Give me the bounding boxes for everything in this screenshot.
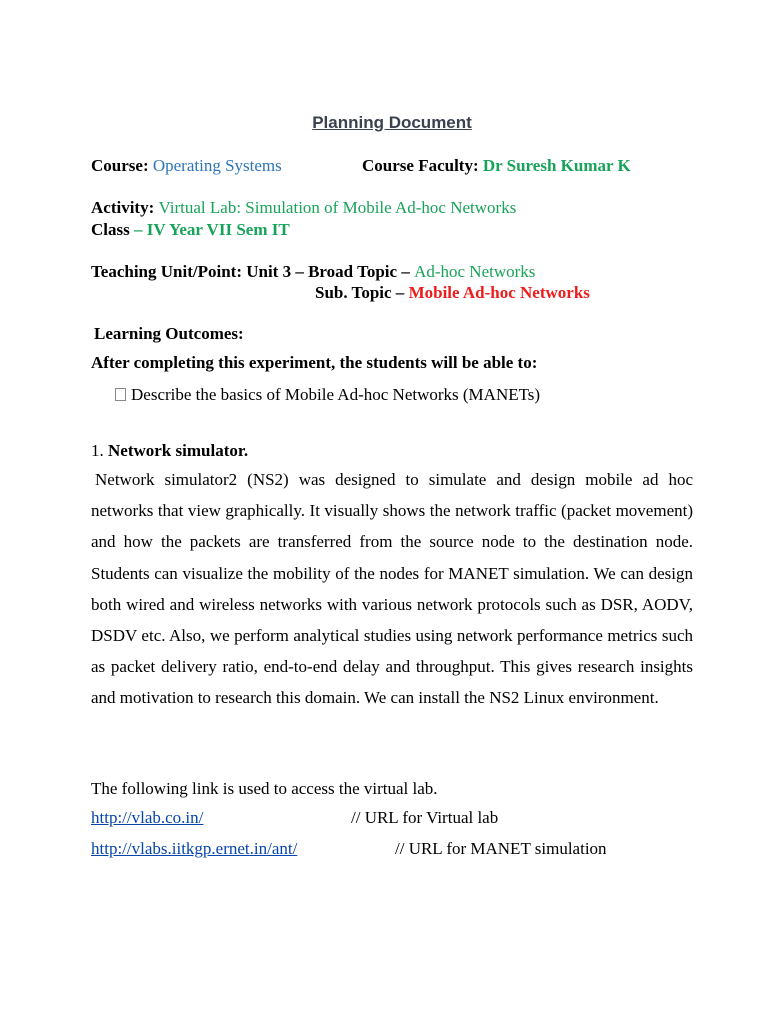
- course-value: Operating Systems: [152, 156, 282, 175]
- outcomes-heading: Learning Outcomes:: [94, 324, 244, 343]
- paragraph-text: Network simulator2 (NS2) was designed to simulate and design mobile ad hoc networks that view graphically. It visually shows the network traffic (packet movement) and how the packets are transferred from the source node to the destination node. Students can visualize the mobility of the nodes for MANET simulation. We can design both wired and wireless networks with various network protocols such as DSR, AODV, DSDV etc. Also, we perform analytical studies using network performance metrics such as packet delivery ratio, end-to-end delay and throughput. This gives research insights and motivation to research this domain. We can install the NS2 Linux environment.: [91, 470, 693, 708]
- faculty-line: [362, 156, 631, 176]
- faculty-label: Course Faculty:: [362, 156, 479, 175]
- activity-value: Virtual Lab: Simulation of Mobile Ad-hoc Networks: [158, 198, 517, 217]
- manet-simulation-comment: // URL for MANET simulation: [395, 839, 607, 858]
- section-number: 1.: [91, 441, 104, 460]
- virtual-lab-link[interactable]: http://vlab.co.in/: [91, 808, 204, 827]
- links-intro: The following link is used to access the virtual lab.: [91, 779, 438, 798]
- section-heading: [91, 441, 248, 461]
- course-label: Course:: [91, 156, 149, 175]
- activity-line: [91, 198, 516, 218]
- subtopic-label: Sub. Topic –: [315, 283, 405, 302]
- class-label: Class: [91, 220, 130, 239]
- outcome-text: Describe the basics of Mobile Ad-hoc Networks (MANETs): [131, 385, 541, 404]
- teaching-value: Ad-hoc Networks: [414, 262, 536, 281]
- manet-simulation-link[interactable]: http://vlabs.iitkgp.ernet.in/ant/: [91, 839, 298, 858]
- page-title: Planning Document: [312, 113, 472, 132]
- teaching-line: [91, 262, 535, 282]
- class-value: – IV Year VII Sem IT: [133, 220, 290, 239]
- checkbox-bullet-icon: [115, 388, 126, 401]
- subtopic-line: [315, 283, 590, 303]
- outcome-item: [115, 385, 540, 405]
- outcomes-intro: After completing this experiment, the students will be able to:: [91, 353, 538, 372]
- activity-label: Activity:: [91, 198, 155, 217]
- body-paragraph: [91, 464, 693, 714]
- faculty-value: Dr Suresh Kumar K: [482, 156, 631, 175]
- course-line: [91, 156, 282, 176]
- section-title: Network simulator.: [108, 441, 249, 460]
- teaching-label: Teaching Unit/Point: Unit 3 – Broad Topic –: [91, 262, 410, 281]
- virtual-lab-comment: // URL for Virtual lab: [351, 808, 499, 827]
- subtopic-value: Mobile Ad-hoc Networks: [408, 283, 590, 302]
- class-line: [91, 220, 290, 240]
